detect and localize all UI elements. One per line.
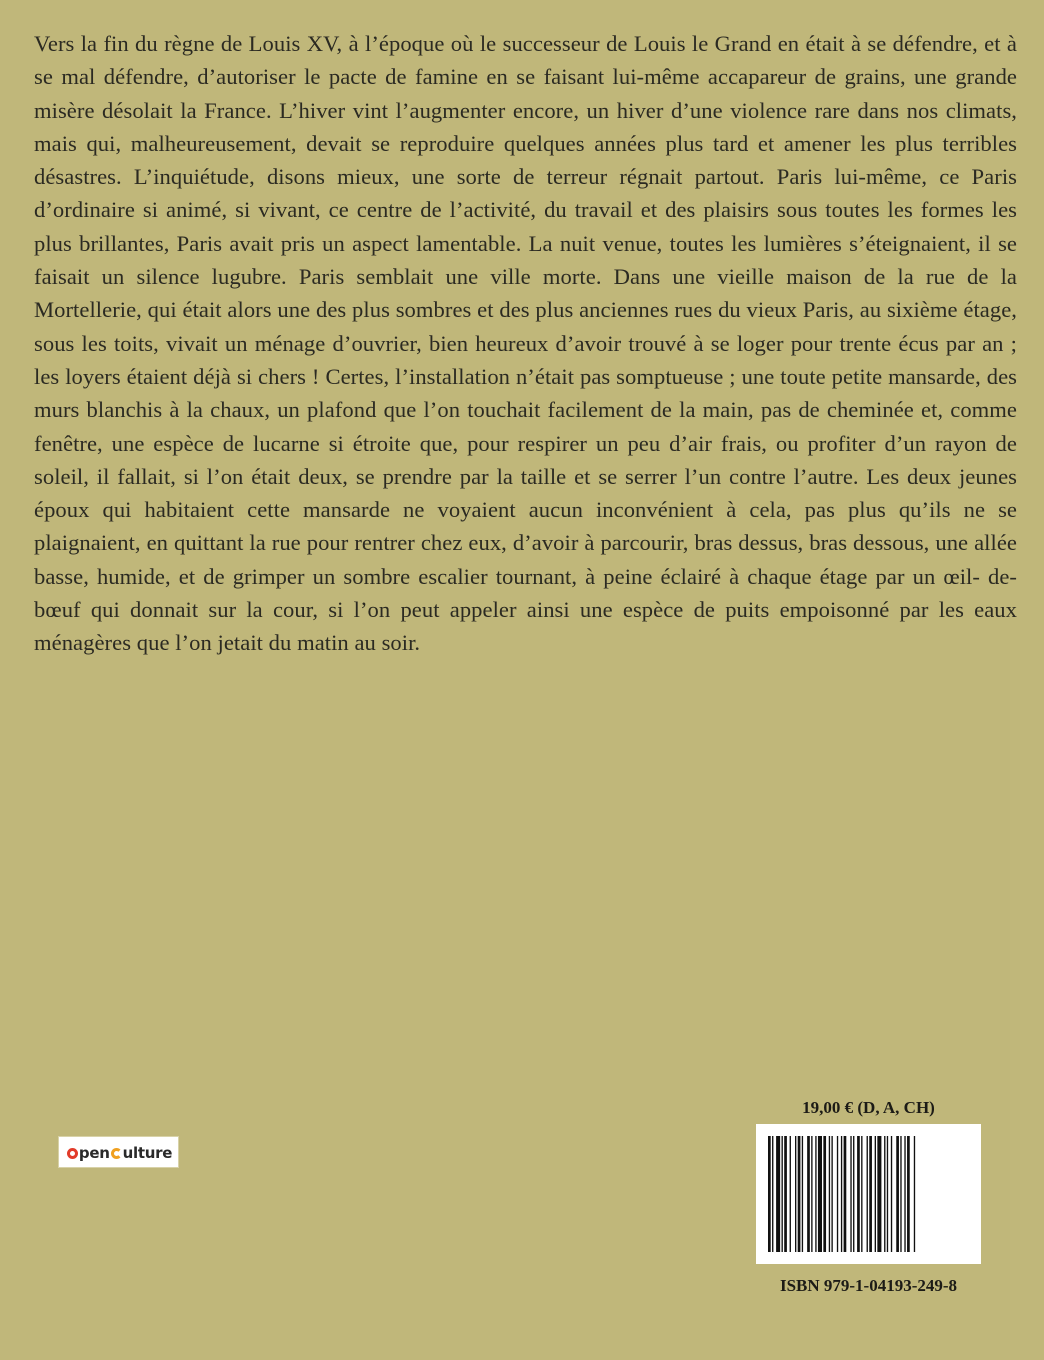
barcode-bar xyxy=(829,1136,830,1252)
barcode-bar xyxy=(837,1136,838,1252)
barcode-bar xyxy=(891,1136,892,1252)
barcode-bar xyxy=(823,1136,826,1252)
barcode-bar xyxy=(841,1136,842,1252)
barcode-bar xyxy=(904,1136,905,1252)
barcode-bar xyxy=(811,1136,812,1252)
publisher-logo-wordmark xyxy=(59,1137,180,1169)
publisher-logo xyxy=(58,1136,179,1168)
barcode-bar xyxy=(907,1136,910,1252)
barcode-bar xyxy=(844,1136,847,1252)
barcode-bar xyxy=(798,1136,801,1252)
barcode-bar xyxy=(807,1136,810,1252)
barcode-bar xyxy=(802,1136,803,1252)
logo-c-ring-icon xyxy=(111,1148,122,1159)
barcode-bar xyxy=(877,1136,881,1252)
barcode xyxy=(756,1124,981,1264)
barcode-bar xyxy=(784,1136,787,1252)
barcode-bar xyxy=(831,1136,832,1252)
barcode-bar xyxy=(790,1136,791,1252)
barcode-bar xyxy=(875,1136,876,1252)
barcode-bar xyxy=(867,1136,868,1252)
barcode-bar xyxy=(853,1136,854,1252)
barcode-bar xyxy=(776,1136,780,1252)
barcode-bar xyxy=(861,1136,862,1252)
logo-text-part2: ulture xyxy=(122,1144,173,1162)
barcode-bar xyxy=(857,1136,860,1252)
barcode-bars-icon xyxy=(768,1136,969,1252)
barcode-bar xyxy=(772,1136,773,1252)
barcode-bar xyxy=(900,1136,901,1252)
price-label: 19,00 € (D, A, CH) xyxy=(802,1098,935,1117)
barcode-bar xyxy=(884,1136,885,1252)
barcode-bar xyxy=(914,1136,915,1252)
logo-text-part1: pen xyxy=(78,1144,110,1162)
isbn-label: ISBN 979-1-04193-249-8 xyxy=(779,1276,958,1295)
blurb-text: Vers la fin du règne de Louis XV, à l’époque où le successeur de Louis le Grand en était à se défendre, et à se mal défendre, d’autoriser le pacte de famine en se faisant lui-même accapareur de grains, une grande misère désolait la France. L’hiver vint l’augmenter encore, un hiver d’une violence rare dans nos climats, mais qui, malheureusement, devait se reproduire quelques années plus tard et amener les plus terribles désastres. L’inquiétude, disons mieux, une sorte de terreur régnait partout. Paris lui-même, ce Paris d’ordinaire si animé, si vivant, ce centre de l’activité, du travail et des plaisirs sous toutes les formes les plus brillantes, Paris avait pris un aspect lamentable. La nuit venue, toutes les lumières s’éteignaient, il se faisait un silence lugubre. Paris semblait une ville morte. Dans une vieille maison de la rue de la Mortellerie, qui était alors une des plus sombres et des plus anciennes rues du vieux Paris, au sixième étage, sous les toits, vivait un ménage d’ouvrier, bien heureux d’avoir trouvé à se loger pour trente écus par an ; les loyers étaient déjà si chers ! Certes, l’installation n’était pas somptueuse ; une toute petite mansarde, des murs blanchis à la chaux, un plafond que l’on touchait facilement de la main, pas de cheminée et, comme fenêtre, une espèce de lucarne si étroite que, pour respirer un peu d’air frais, ou profiter d’un rayon de soleil, il fallait, si l’on était deux, se prendre par la taille et se serrer l’un contre l’autre. Les deux jeunes époux qui habitaient cette mansarde ne voyaient aucun inconvénient à cela, pas plus qu’ils ne se plaignaient, en quittant la rue pour rentrer chez eux, d’avoir à parcourir, bras dessus, bras dessous, une allée basse, humide, et de grimper un sombre escalier tournant, à peine éclairé à chaque étage par un œil- de-bœuf qui donnait sur la cour, si l’on peut appeler ainsi une espèce de puits empoisonné par les eaux ménagères que l’on jetait du matin au soir. xyxy=(34,31,1017,656)
barcode-bar xyxy=(887,1136,888,1252)
barcode-bar xyxy=(768,1136,771,1252)
barcode-bar xyxy=(795,1136,796,1252)
barcode-bar xyxy=(896,1136,899,1252)
barcode-bar xyxy=(782,1136,783,1252)
barcode-bar xyxy=(818,1136,822,1252)
barcode-bar xyxy=(815,1136,816,1252)
logo-o-ring-icon xyxy=(67,1148,78,1159)
barcode-bar xyxy=(850,1136,851,1252)
barcode-bar xyxy=(869,1136,872,1252)
